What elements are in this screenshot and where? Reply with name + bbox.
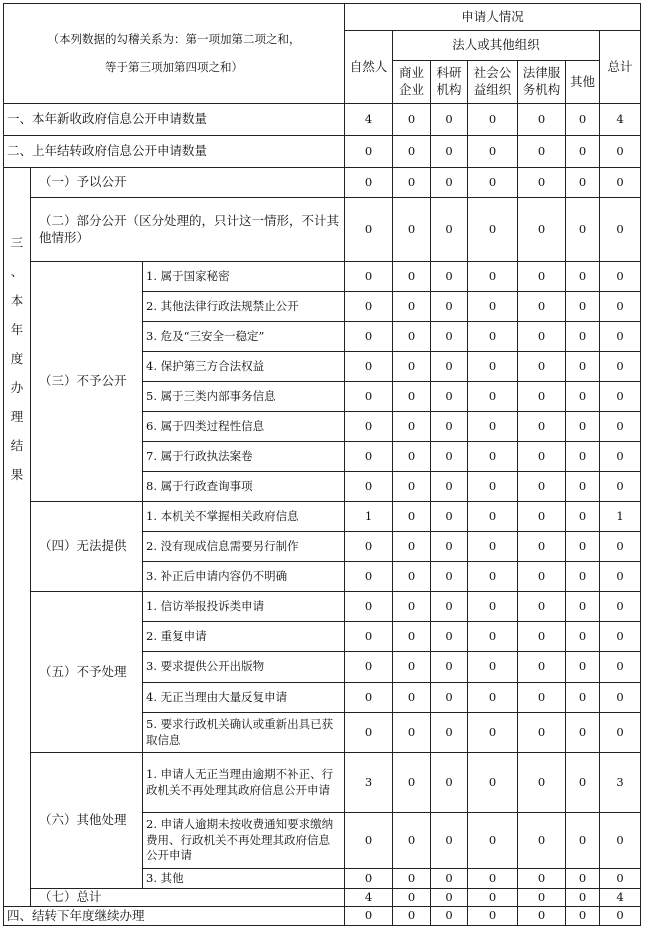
value-cell: 0: [518, 352, 566, 382]
value-cell: 0: [518, 907, 566, 926]
value-cell: 0: [518, 262, 566, 292]
value-cell: 0: [468, 292, 518, 322]
value-cell: 0: [600, 813, 641, 869]
value-cell: 0: [518, 136, 566, 168]
value-cell: 0: [518, 292, 566, 322]
value-cell: 0: [600, 907, 641, 926]
value-cell: 0: [566, 292, 600, 322]
value-cell: 1: [345, 502, 393, 532]
value-cell: 0: [518, 472, 566, 502]
g4-label: （四）无法提供: [31, 502, 143, 592]
g6-label: （六）其他处理: [31, 753, 143, 889]
value-cell: 0: [345, 622, 393, 652]
value-cell: 0: [600, 382, 641, 412]
value-cell: 0: [431, 652, 468, 683]
section2-row: [4, 136, 641, 168]
value-cell: 4: [345, 104, 393, 136]
value-cell: 0: [393, 292, 431, 322]
value-cell: 0: [431, 262, 468, 292]
value-cell: 0: [345, 352, 393, 382]
value-cell: 0: [566, 532, 600, 562]
value-cell: 0: [518, 198, 566, 262]
value-cell: 0: [431, 472, 468, 502]
value-cell: 0: [468, 869, 518, 889]
value-cell: 0: [566, 713, 600, 753]
g7-label: （七）总计: [31, 889, 345, 907]
value-cell: 4: [600, 889, 641, 907]
value-cell: 0: [566, 813, 600, 869]
natural-person-header: 自然人: [345, 31, 393, 104]
value-cell: 0: [393, 442, 431, 472]
value-cell: 0: [566, 652, 600, 683]
value-cell: 0: [600, 168, 641, 198]
g1-row: [4, 168, 641, 198]
value-cell: 0: [600, 592, 641, 622]
value-cell: 0: [468, 713, 518, 753]
value-cell: 0: [468, 753, 518, 813]
value-cell: 0: [566, 869, 600, 889]
value-cell: 0: [345, 907, 393, 926]
value-cell: 0: [393, 168, 431, 198]
g5-label: （五）不予处理: [31, 592, 143, 753]
section1-label: 一、本年新收政府信息公开申请数量: [4, 104, 345, 136]
g4-item-label: 3. 补正后申请内容仍不明确: [143, 562, 345, 592]
value-cell: 0: [566, 562, 600, 592]
value-cell: 0: [431, 292, 468, 322]
header-row-1: [4, 4, 641, 31]
value-cell: 0: [431, 622, 468, 652]
value-cell: 0: [518, 713, 566, 753]
value-cell: 0: [345, 562, 393, 592]
value-cell: 0: [518, 532, 566, 562]
value-cell: 0: [431, 412, 468, 442]
value-cell: 0: [431, 562, 468, 592]
value-cell: 0: [468, 592, 518, 622]
value-cell: 0: [345, 442, 393, 472]
value-cell: 0: [566, 198, 600, 262]
value-cell: 0: [566, 322, 600, 352]
value-cell: 0: [345, 292, 393, 322]
value-cell: 0: [518, 382, 566, 412]
value-cell: 0: [345, 322, 393, 352]
legal-service-header: 法律服务机构: [518, 61, 566, 104]
value-cell: 0: [431, 907, 468, 926]
value-cell: 0: [518, 442, 566, 472]
value-cell: 0: [431, 813, 468, 869]
section3-label-char: 、: [10, 264, 24, 279]
value-cell: 4: [600, 104, 641, 136]
other-header: 其他: [566, 61, 600, 104]
g5-item-label: 3. 要求提供公开出版物: [143, 652, 345, 683]
value-cell: 0: [393, 869, 431, 889]
value-cell: 0: [393, 907, 431, 926]
value-cell: 0: [518, 322, 566, 352]
value-cell: 0: [345, 412, 393, 442]
value-cell: 0: [518, 562, 566, 592]
section2-label: 二、上年结转政府信息公开申请数量: [4, 136, 345, 168]
value-cell: 0: [468, 813, 518, 869]
section3-label-char: 办: [10, 380, 24, 395]
g3-item-label: 7. 属于行政执法案卷: [143, 442, 345, 472]
value-cell: 0: [566, 907, 600, 926]
section1-row: [4, 104, 641, 136]
value-cell: 0: [345, 262, 393, 292]
disclosure-stats-table: [3, 3, 641, 926]
g6-item-row: [4, 753, 641, 813]
value-cell: 0: [431, 104, 468, 136]
value-cell: 0: [345, 168, 393, 198]
value-cell: 0: [393, 262, 431, 292]
value-cell: 0: [393, 813, 431, 869]
value-cell: 0: [468, 412, 518, 442]
g4-item-row: [4, 502, 641, 532]
section3-label-char: 理: [10, 409, 24, 424]
value-cell: 0: [566, 136, 600, 168]
value-cell: 0: [393, 753, 431, 813]
g3-item-label: 3. 危及“三安全一稳定”: [143, 322, 345, 352]
value-cell: 0: [345, 869, 393, 889]
value-cell: 0: [345, 683, 393, 713]
value-cell: 0: [345, 198, 393, 262]
value-cell: 0: [600, 198, 641, 262]
value-cell: 0: [566, 168, 600, 198]
value-cell: 0: [600, 352, 641, 382]
value-cell: 0: [431, 889, 468, 907]
value-cell: 0: [566, 889, 600, 907]
value-cell: 0: [345, 592, 393, 622]
section3-label-char: 本: [10, 293, 24, 308]
value-cell: 0: [345, 652, 393, 683]
value-cell: 0: [431, 352, 468, 382]
value-cell: 0: [393, 198, 431, 262]
applicant-info-header: 申请人情况: [345, 4, 641, 31]
value-cell: 0: [468, 322, 518, 352]
g4-item-label: 2. 没有现成信息需要另行制作: [143, 532, 345, 562]
value-cell: 0: [393, 532, 431, 562]
research-header: 科研机构: [431, 61, 468, 104]
g5-item-label: 1. 信访举报投诉类申请: [143, 592, 345, 622]
section3-label-char: 结: [10, 438, 24, 453]
value-cell: 0: [468, 472, 518, 502]
value-cell: 0: [393, 136, 431, 168]
value-cell: 0: [518, 869, 566, 889]
value-cell: 0: [393, 652, 431, 683]
value-cell: 0: [431, 502, 468, 532]
value-cell: 0: [468, 907, 518, 926]
value-cell: 0: [468, 262, 518, 292]
value-cell: 0: [468, 136, 518, 168]
value-cell: 0: [431, 168, 468, 198]
value-cell: 0: [393, 683, 431, 713]
value-cell: 0: [518, 502, 566, 532]
value-cell: 4: [345, 889, 393, 907]
g5-item-row: [4, 592, 641, 622]
g6-item-label: 2. 申请人逾期未按收费通知要求缴纳费用、行政机关不再处理其政府信息公开申请: [143, 813, 345, 869]
value-cell: 0: [518, 889, 566, 907]
value-cell: 0: [431, 683, 468, 713]
section4-label: 四、结转下年度继续办理: [4, 907, 345, 926]
value-cell: 0: [393, 322, 431, 352]
value-cell: 0: [518, 652, 566, 683]
value-cell: 0: [345, 382, 393, 412]
value-cell: 0: [431, 382, 468, 412]
value-cell: 0: [468, 652, 518, 683]
section3-label-char: 年: [10, 322, 24, 337]
value-cell: 0: [468, 382, 518, 412]
g1-label: （一）予以公开: [31, 168, 345, 198]
value-cell: 0: [566, 262, 600, 292]
g3-label: （三）不予公开: [31, 262, 143, 502]
g3-item-label: 4. 保护第三方合法权益: [143, 352, 345, 382]
value-cell: 0: [518, 412, 566, 442]
value-cell: 0: [468, 352, 518, 382]
value-cell: 0: [600, 472, 641, 502]
value-cell: 0: [600, 652, 641, 683]
commercial-header: 商业企业: [393, 61, 431, 104]
g3-item-label: 6. 属于四类过程性信息: [143, 412, 345, 442]
section4-row: [4, 907, 641, 926]
value-cell: 3: [600, 753, 641, 813]
value-cell: 0: [345, 136, 393, 168]
value-cell: 0: [566, 683, 600, 713]
g3-item-row: [4, 262, 641, 292]
value-cell: 0: [600, 322, 641, 352]
value-cell: 0: [518, 622, 566, 652]
value-cell: 0: [600, 262, 641, 292]
section3-label-char: 度: [10, 351, 24, 366]
value-cell: 0: [431, 592, 468, 622]
value-cell: 0: [345, 713, 393, 753]
value-cell: 0: [431, 532, 468, 562]
value-cell: 0: [566, 592, 600, 622]
value-cell: 0: [600, 292, 641, 322]
g2-row: [4, 198, 641, 262]
value-cell: 0: [600, 622, 641, 652]
g7-row: [4, 889, 641, 907]
value-cell: 0: [566, 104, 600, 136]
value-cell: 0: [393, 562, 431, 592]
value-cell: 0: [431, 322, 468, 352]
value-cell: 0: [468, 168, 518, 198]
value-cell: 0: [431, 869, 468, 889]
g5-item-label: 4. 无正当理由大量反复申请: [143, 683, 345, 713]
value-cell: 0: [393, 502, 431, 532]
g6-item-label: 3. 其他: [143, 869, 345, 889]
value-cell: 0: [468, 889, 518, 907]
value-cell: 0: [468, 104, 518, 136]
value-cell: 0: [600, 683, 641, 713]
value-cell: 0: [566, 442, 600, 472]
value-cell: 0: [600, 442, 641, 472]
value-cell: 0: [566, 382, 600, 412]
value-cell: 0: [468, 442, 518, 472]
value-cell: 0: [393, 412, 431, 442]
value-cell: 0: [600, 136, 641, 168]
header-note: （本列数据的勾稽关系为：第一项加第二项之和， 等于第三项加第四项之和）: [4, 4, 345, 104]
value-cell: 0: [518, 813, 566, 869]
value-cell: 0: [518, 683, 566, 713]
value-cell: 0: [566, 622, 600, 652]
value-cell: 0: [431, 753, 468, 813]
value-cell: 0: [600, 713, 641, 753]
g2-label: （二）部分公开（区分处理的，只计这一情形，不计其他情形）: [31, 198, 345, 262]
value-cell: 0: [393, 592, 431, 622]
value-cell: 0: [518, 753, 566, 813]
g3-item-label: 2. 其他法律行政法规禁止公开: [143, 292, 345, 322]
total-header: 总计: [600, 31, 641, 104]
value-cell: 0: [600, 532, 641, 562]
social-header: 社会公益组织: [468, 61, 518, 104]
g3-item-label: 5. 属于三类内部事务信息: [143, 382, 345, 412]
value-cell: 0: [566, 472, 600, 502]
value-cell: 0: [566, 753, 600, 813]
section3-label-char: 果: [10, 467, 24, 482]
g5-item-label: 2. 重复申请: [143, 622, 345, 652]
value-cell: 0: [345, 813, 393, 869]
value-cell: 0: [566, 412, 600, 442]
value-cell: 0: [518, 168, 566, 198]
value-cell: 0: [600, 412, 641, 442]
value-cell: 0: [600, 562, 641, 592]
value-cell: 0: [393, 382, 431, 412]
value-cell: 0: [431, 713, 468, 753]
value-cell: 3: [345, 753, 393, 813]
value-cell: 0: [518, 592, 566, 622]
legal-group-header: 法人或其他组织: [393, 31, 600, 61]
value-cell: 0: [393, 352, 431, 382]
value-cell: 0: [468, 683, 518, 713]
value-cell: 0: [468, 532, 518, 562]
value-cell: 0: [393, 889, 431, 907]
g5-item-label: 5. 要求行政机关确认或重新出具已获取信息: [143, 713, 345, 753]
value-cell: 0: [468, 622, 518, 652]
g4-item-label: 1. 本机关不掌握相关政府信息: [143, 502, 345, 532]
value-cell: 0: [345, 532, 393, 562]
section3-label: [4, 168, 31, 907]
value-cell: 0: [468, 502, 518, 532]
g6-item-label: 1. 申请人无正当理由逾期不补正、行政机关不再处理其政府信息公开申请: [143, 753, 345, 813]
value-cell: 0: [600, 869, 641, 889]
g3-item-label: 8. 属于行政查询事项: [143, 472, 345, 502]
value-cell: 1: [600, 502, 641, 532]
value-cell: 0: [431, 136, 468, 168]
value-cell: 0: [345, 472, 393, 502]
value-cell: 0: [393, 104, 431, 136]
value-cell: 0: [431, 442, 468, 472]
value-cell: 0: [566, 352, 600, 382]
section3-label-char: 三: [10, 235, 24, 250]
value-cell: 0: [393, 622, 431, 652]
g3-item-label: 1. 属于国家秘密: [143, 262, 345, 292]
value-cell: 0: [468, 198, 518, 262]
value-cell: 0: [393, 472, 431, 502]
value-cell: 0: [518, 104, 566, 136]
value-cell: 0: [393, 713, 431, 753]
value-cell: 0: [566, 502, 600, 532]
value-cell: 0: [468, 562, 518, 592]
value-cell: 0: [431, 198, 468, 262]
